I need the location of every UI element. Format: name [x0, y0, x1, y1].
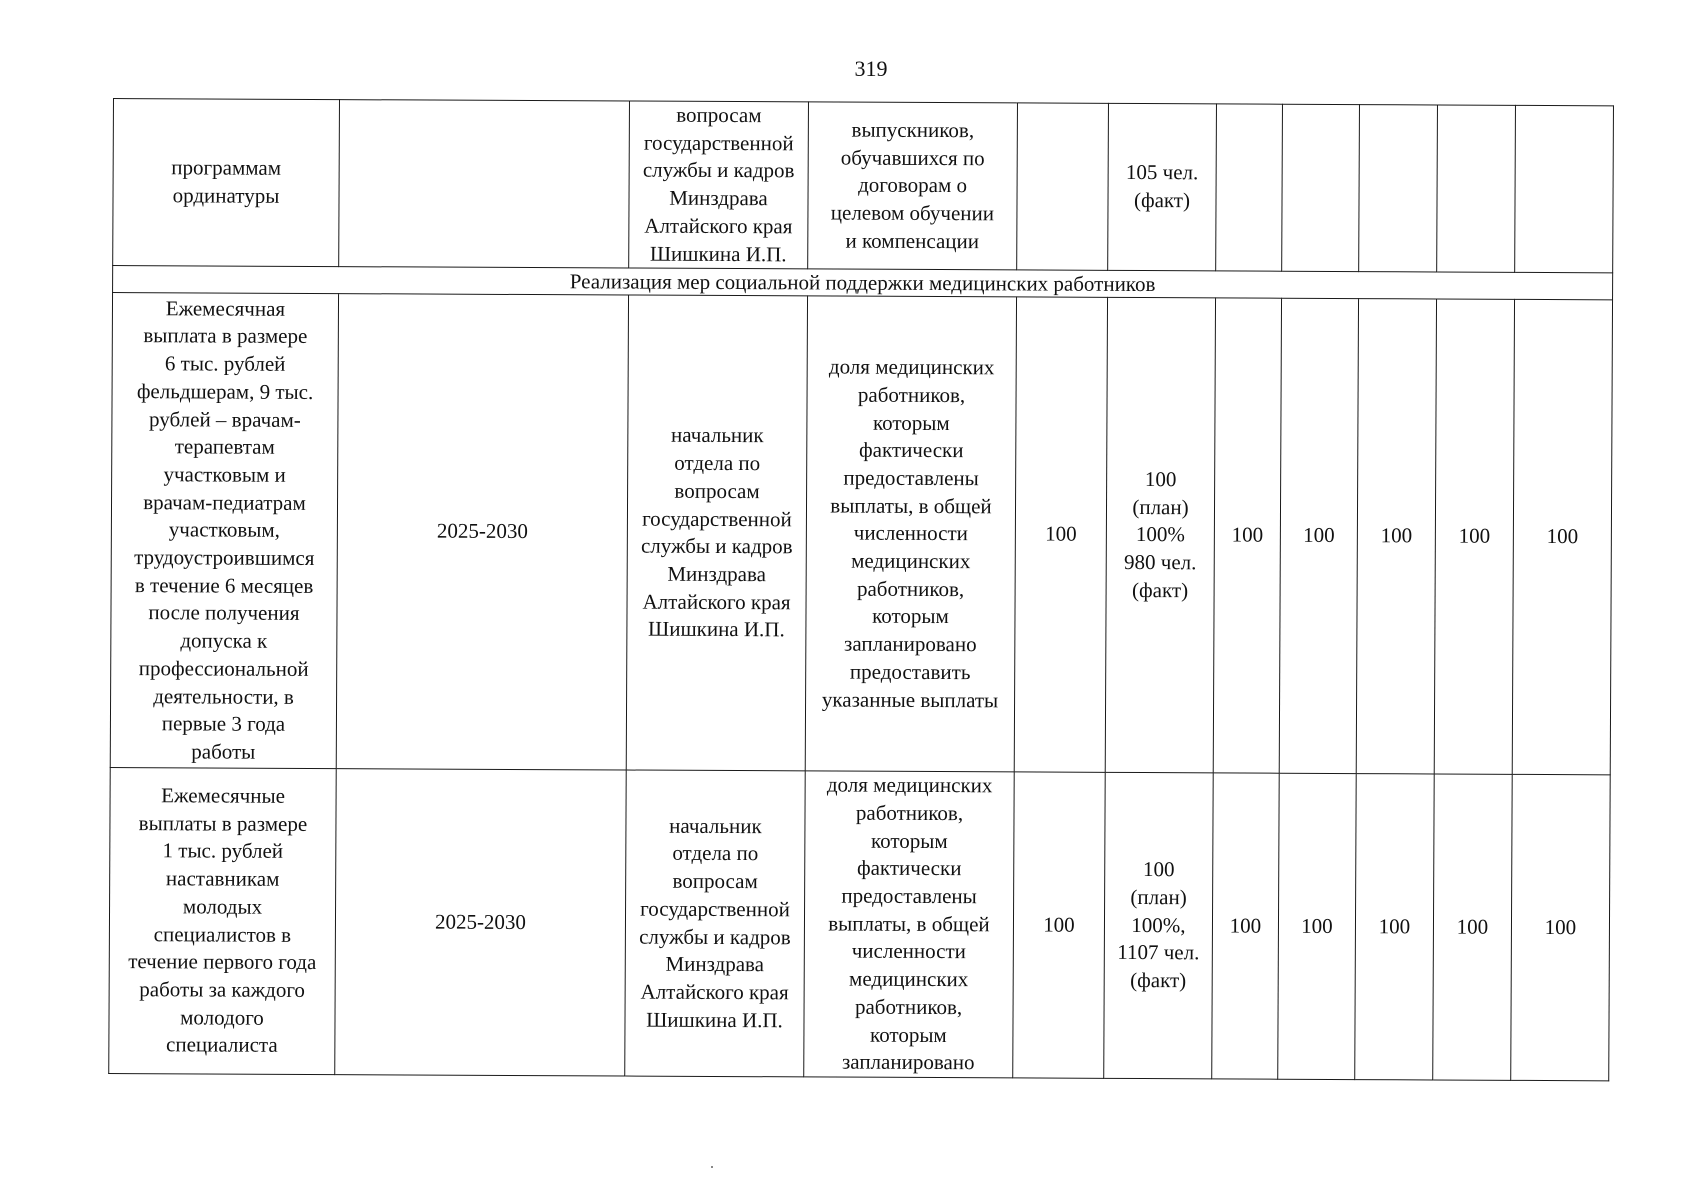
value-2027-cell: 100	[1355, 774, 1434, 1080]
responsible-cell: начальник отдела по вопросам государственной службы и кадров Минздрава Алтайского края Шишкина И.П.	[625, 770, 805, 1077]
period-cell	[339, 100, 630, 269]
responsible-cell: начальник отдела по вопросам государственной службы и кадров Минздрава Алтайского края Шишкина И.П.	[626, 295, 807, 771]
value-2028-cell: 100	[1433, 774, 1512, 1080]
value-2026-cell: 100	[1278, 773, 1356, 1079]
value-2024-cell: 100 (план) 100%, 1107 чел. (факт)	[1104, 773, 1213, 1079]
indicator-cell: выпускников, обучавшихся по договорам о целевом обучении и компенсации	[808, 102, 1018, 270]
page-number: 319	[854, 56, 888, 81]
value-2025-cell: 100	[1213, 298, 1281, 773]
table-row	[109, 768, 1610, 1081]
value-2025-cell	[1216, 104, 1283, 272]
section-title: Реализация мер социальной поддержки медицинских работников	[113, 266, 1613, 300]
period-cell: 2025-2030	[335, 769, 626, 1076]
activity-cell: программам ординатуры	[113, 99, 340, 267]
indicator-cell: доля медицинских работников, которым фактически предоставлены выплаты, в общей численности медицинских работников, которым запланировано	[804, 771, 1014, 1078]
period-cell: 2025-2030	[336, 294, 628, 770]
value-2029-cell	[1515, 105, 1614, 273]
value-2026-cell	[1282, 104, 1360, 272]
value-2028-cell	[1437, 105, 1516, 273]
base-value-cell: 100	[1014, 297, 1107, 772]
responsible-cell: вопросам государственной службы и кадров Минздрава Алтайского края Шишкина И.П.	[629, 101, 809, 269]
activity-cell: Ежемесячная выплата в размере 6 тыс. рублей фельдшерам, 9 тыс. рублей – врачам- терапевтам участковым и врачам-педиатрам участковым, трудоустроившимся в течение 6 месяцев после получения допуска к профессиональной деятельности, в первые 3 года работы	[110, 293, 338, 769]
value-2026-cell: 100	[1279, 298, 1358, 773]
base-value-cell: 100	[1013, 772, 1105, 1078]
value-2028-cell: 100	[1434, 299, 1514, 774]
value-2025-cell: 100	[1212, 773, 1279, 1079]
activity-cell: Ежемесячные выплаты в размере 1 тыс. рублей наставникам молодых специалистов в течение первого года работы за каждого молодого специалиста	[109, 768, 336, 1075]
scan-speck	[711, 1166, 713, 1168]
table-row	[110, 293, 1612, 775]
indicator-cell: доля медицинских работников, которым фактически предоставлены выплаты, в общей численности медицинских работников, которым запланировано предоставить указанные выплаты	[805, 296, 1016, 772]
value-2027-cell: 100	[1356, 299, 1436, 774]
value-2024-cell: 100 (план) 100% 980 чел. (факт)	[1105, 298, 1215, 774]
value-2027-cell	[1359, 105, 1438, 273]
value-2029-cell: 100	[1511, 775, 1610, 1081]
value-2024-cell: 105 чел. (факт)	[1108, 103, 1217, 271]
value-2029-cell: 100	[1512, 300, 1612, 775]
measures-table	[108, 98, 1614, 1081]
base-value-cell	[1017, 103, 1109, 271]
table-row	[113, 99, 1614, 274]
